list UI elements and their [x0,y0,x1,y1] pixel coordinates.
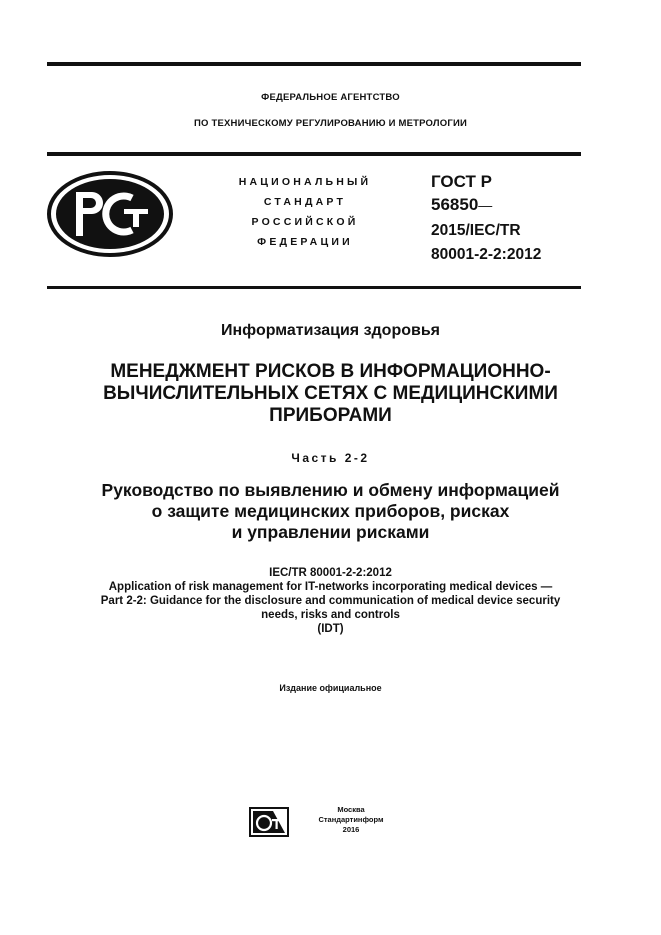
standard-type-line-3: РОССИЙСКОЙ [251,216,359,228]
standard-designation [431,170,541,267]
standard-type-line-4: ФЕДЕРАЦИИ [257,236,353,248]
designation-line-4: 80001-2-2:2012 [431,246,542,263]
subtitle-line-1: Руководство по выявлению и обмену информацией [101,480,560,500]
standard-type [215,172,395,252]
publisher-imprint [296,805,406,835]
rst-certification-mark-icon [46,170,174,258]
english-line-1: Application of risk management for IT-networks incorporating medical devices — [108,581,553,593]
english-reference: IEC/TR 80001-2-2:2012 [269,567,392,579]
standartinform-logo-icon [249,807,289,837]
main-title-line-2: ВЫЧИСЛИТЕЛЬНЫХ СЕТЯХ С МЕДИЦИНСКИМИ [103,383,558,404]
english-title-block [0,566,661,636]
standard-type-line-1: НАЦИОНАЛЬНЫЙ [238,176,372,188]
agency-line-2: ПО ТЕХНИЧЕСКОМУ РЕГУЛИРОВАНИЮ И МЕТРОЛОГИИ [194,118,467,129]
part-label: Часть 2-2 [291,451,370,465]
top-rule [47,62,581,66]
subtitle-line-2: о защите медицинских приборов, рисках [151,501,510,521]
main-title-line-3: ПРИБОРАМИ [269,405,392,426]
english-line-2: Part 2-2: Guidance for the disclosure and communication of medical device security [100,595,561,607]
publisher-name: Стандартинформ [318,815,384,824]
main-title [0,361,661,427]
designation-dash: — [478,197,493,213]
designation-line-3: 2015/IEC/TR [431,222,521,239]
designation-line-2: 56850 [431,195,479,214]
english-line-4: (IDT) [317,623,344,635]
standard-type-line-2: СТАНДАРТ [263,196,347,208]
topic-title: Информатизация здоровья [220,322,440,339]
designation-line-2-wrap [431,193,541,217]
subtitle-line-3: и управлении рисками [231,522,430,542]
publisher-city: Москва [337,805,365,814]
publisher-year: 2016 [342,825,360,834]
english-line-3: needs, risks and controls [261,609,400,621]
agency-line-1: ФЕДЕРАЛЬНОЕ АГЕНТСТВО [261,92,400,103]
edition-note: Издание официальное [279,683,382,693]
subtitle [0,480,661,543]
bottom-rule [47,286,581,289]
main-title-line-1: МЕНЕДЖМЕНТ РИСКОВ В ИНФОРМАЦИОННО- [110,361,551,382]
designation-line-1: ГОСТ Р [431,172,492,191]
middle-rule [47,152,581,156]
